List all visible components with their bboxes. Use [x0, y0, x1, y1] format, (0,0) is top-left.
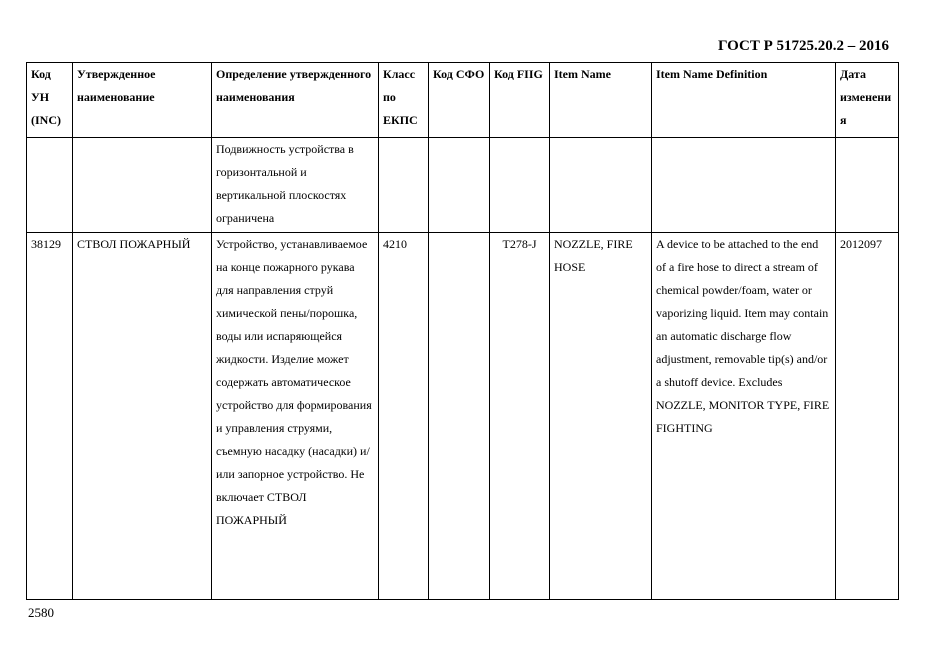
header-sfo-code: Код СФО	[429, 63, 490, 138]
table-row-continuation	[27, 138, 899, 233]
cell-change-date: 2012097	[836, 233, 899, 600]
header-item-name: Item Name	[550, 63, 652, 138]
cell-definition: Устройство, устанавливаемое на конце пожарного рукава для направления струй химической пены/порошка, воды или испаряющейся жидкости. Изделие может содержать автоматическое устройство для формирования и управления струями, съемную насадку (насадки) и/или запорное устройство. Не включает СТВОЛ ПОЖАРНЫЙ	[212, 233, 379, 600]
cell-empty	[550, 138, 652, 233]
header-item-name-definition: Item Name Definition	[652, 63, 836, 138]
cell-ekps-class: 4210	[379, 233, 429, 600]
cell-item-name-definition: A device to be attached to the end of a fire hose to direct a stream of chemical powder/foam, water or vaporizing liquid. Item may contain an automatic discharge flow adjustment, removable tip(s) and/or a shutoff device. Excludes NOZZLE, MONITOR TYPE, FIRE FIGHTING	[652, 233, 836, 600]
cell-definition-continued: Подвижность устройства в горизонтальной и вертикальной плоскостях ограничена	[212, 138, 379, 233]
header-inc-code: Код УН (INC)	[27, 63, 73, 138]
page-number: 2580	[28, 605, 54, 620]
document-standard-code: ГОСТ Р 51725.20.2 – 2016	[717, 38, 889, 54]
cell-empty	[490, 138, 550, 233]
cell-fiig-code: T278-J	[490, 233, 550, 600]
cell-empty	[429, 138, 490, 233]
header-change-date: Дата изменения	[836, 63, 899, 138]
cell-empty	[379, 138, 429, 233]
cell-inc-code: 38129	[27, 233, 73, 600]
cell-sfo-code	[429, 233, 490, 600]
cell-item-name: NOZZLE, FIRE HOSE	[550, 233, 652, 600]
cell-empty	[836, 138, 899, 233]
table-row	[27, 233, 899, 600]
cell-empty	[73, 138, 212, 233]
header-definition: Определение утвержденного наименования	[212, 63, 379, 138]
table-header-row	[27, 63, 899, 138]
header-approved-name: Утвержденное наименование	[73, 63, 212, 138]
specification-table	[26, 62, 899, 600]
cell-empty	[652, 138, 836, 233]
header-ekps-class: Класс по ЕКПС	[379, 63, 429, 138]
header-fiig-code: Код FIIG	[490, 63, 550, 138]
cell-approved-name: СТВОЛ ПОЖАРНЫЙ	[73, 233, 212, 600]
cell-empty	[27, 138, 73, 233]
